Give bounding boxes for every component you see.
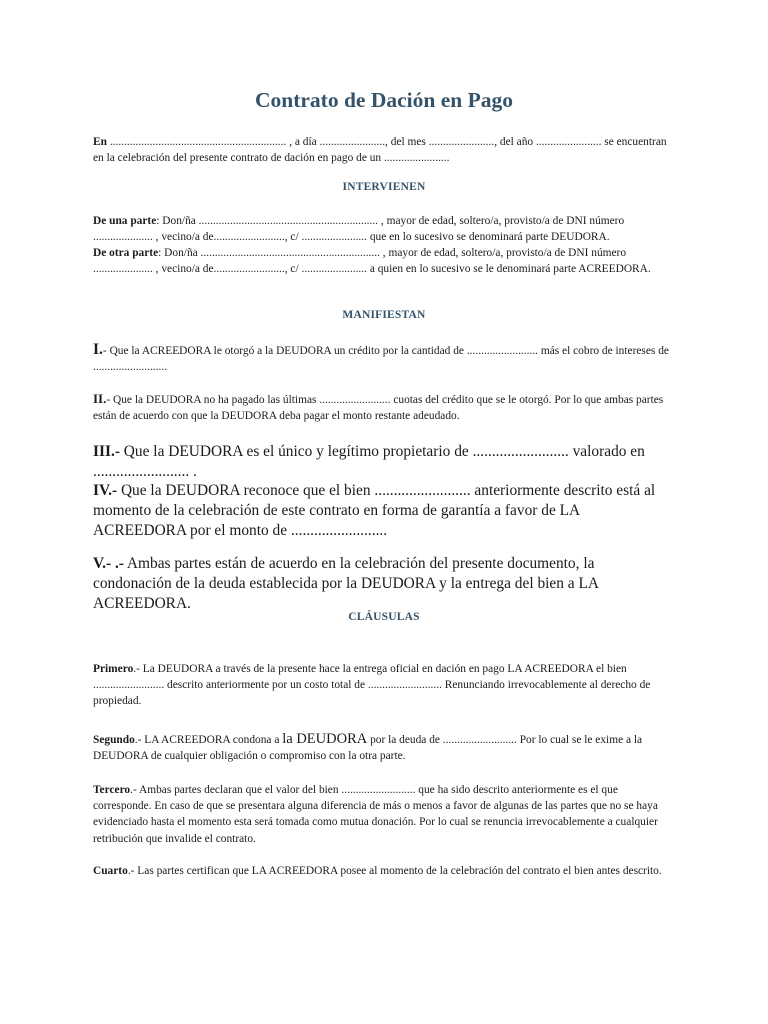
manifiesto-v-text: Ambas partes están de acuerdo en la celebración del presente documento, la condonación de la deuda establecida por la DEUDORA y la entrega del bien a LA ACREEDORA. [93,555,599,612]
manifiesto-iii-number: III.- [93,443,120,460]
heading-intervienen: INTERVIENEN [342,181,426,193]
manifiesto-ii-text: - Que la DEUDORA no ha pagado las últimas ......................... cuotas del crédito que se le otorgó. Por lo que ambas partes están de acuerdo con que la DEUDORA deba pagar el monto restante adeudado. [93,394,664,423]
heading-manifiestan: MANIFIESTAN [342,309,426,321]
manifiesto-iv-number: IV.- [93,482,118,499]
manifiesto-iii [93,442,675,482]
clausula-primero-text: .- La DEUDORA a través de la presente hace la entrega oficial en dación en pago LA ACREEDORA el bien ......................... descrito anteriormente por un costo total de .......................... Renunciando irrevocablemente al derecho de propiedad. [93,663,651,708]
intro-lead: En [93,136,107,148]
manifiesto-iii-text: Que la DEUDORA es el único y legítimo propietario de ......................... valorado en ......................... . [93,443,645,480]
heading-clausulas: CLÁUSULAS [348,611,420,623]
clausula-tercero [93,782,675,847]
manifiesto-i-text: - Que la ACREEDORA le otorgó a la DEUDORA un crédito por la cantidad de ......................... más el cobro de intereses de .......................... [93,345,669,374]
clausula-segundo [93,731,675,764]
manifiesto-ii-number: II. [93,391,107,406]
party-debtor-lead: De una parte [93,215,157,227]
clausula-cuarto [93,863,675,879]
clausula-segundo-lead: Segundo [93,734,135,746]
clausula-segundo-text-b: por la deuda de .......................... Por lo cual se le exime a la DEUDORA de cualquier obligación o compromiso con la otra parte. [93,734,643,763]
clausula-tercero-text: .- Ambas partes declaran que el valor del bien .......................... que ha sido descrito anteriormente es el que corresponde. En caso de que se presentara alguna diferencia de más o menos a favor de algunas de las partes que no se haya evidenciado hasta el momento esta será tomada como mutua donación. Por lo cual se renuncia irrevocablemente a cualquier retribución que invalide el contrato. [93,784,658,845]
party-creditor-lead: De otra parte [93,247,159,259]
clausula-primero-lead: Primero [93,663,134,675]
manifiesto-v-number: V.- .- [93,555,124,572]
party-creditor [93,245,675,277]
party-creditor-text: : Don/ña ............................................................... , mayor de edad, soltero/a, provisto/a de DNI número ..................... , vecino/a de........................., c/ ....................... a quien en lo sucesivo se le denominará parte ACREEDORA. [93,247,651,276]
manifiesto-ii [93,391,675,424]
intro-text: .............................................................. , a día ......................., del mes ......................., del año ....................... se encuentran en la celebración del presente contrato de dación en pago de un ....................... [93,136,667,165]
clausula-primero [93,661,675,710]
manifiesto-iv-text: Que la DEUDORA reconoce que el bien ......................... anteriormente descrito está al momento de la celebración de este contrato en forma de garantía a favor de LA ACREEDORA por el monto de ......................... [93,482,656,539]
clausula-segundo-text-emph: la DEUDORA [282,731,368,747]
document-title: Contrato de Dación en Pago [255,88,513,112]
intro-paragraph [93,134,675,166]
clausula-tercero-lead: Tercero [93,784,131,796]
party-debtor-text: : Don/ña ............................................................... , mayor de edad, soltero/a, provisto/a de DNI número ..................... , vecino/a de........................., c/ ....................... que en lo sucesivo se denominará parte DEUDORA. [93,215,625,244]
party-debtor [93,213,675,245]
clausula-cuarto-lead: Cuarto [93,865,128,877]
manifiesto-v [93,554,675,614]
manifiesto-i [93,342,675,375]
clausula-segundo-text-a: .- LA ACREEDORA condona a [134,734,283,746]
clausula-cuarto-text: .- Las partes certifican que LA ACREEDORA posee al momento de la celebración del contrato el bien antes descrito. [127,865,662,877]
manifiesto-i-number: I. [93,341,103,358]
manifiesto-iv [93,481,675,541]
